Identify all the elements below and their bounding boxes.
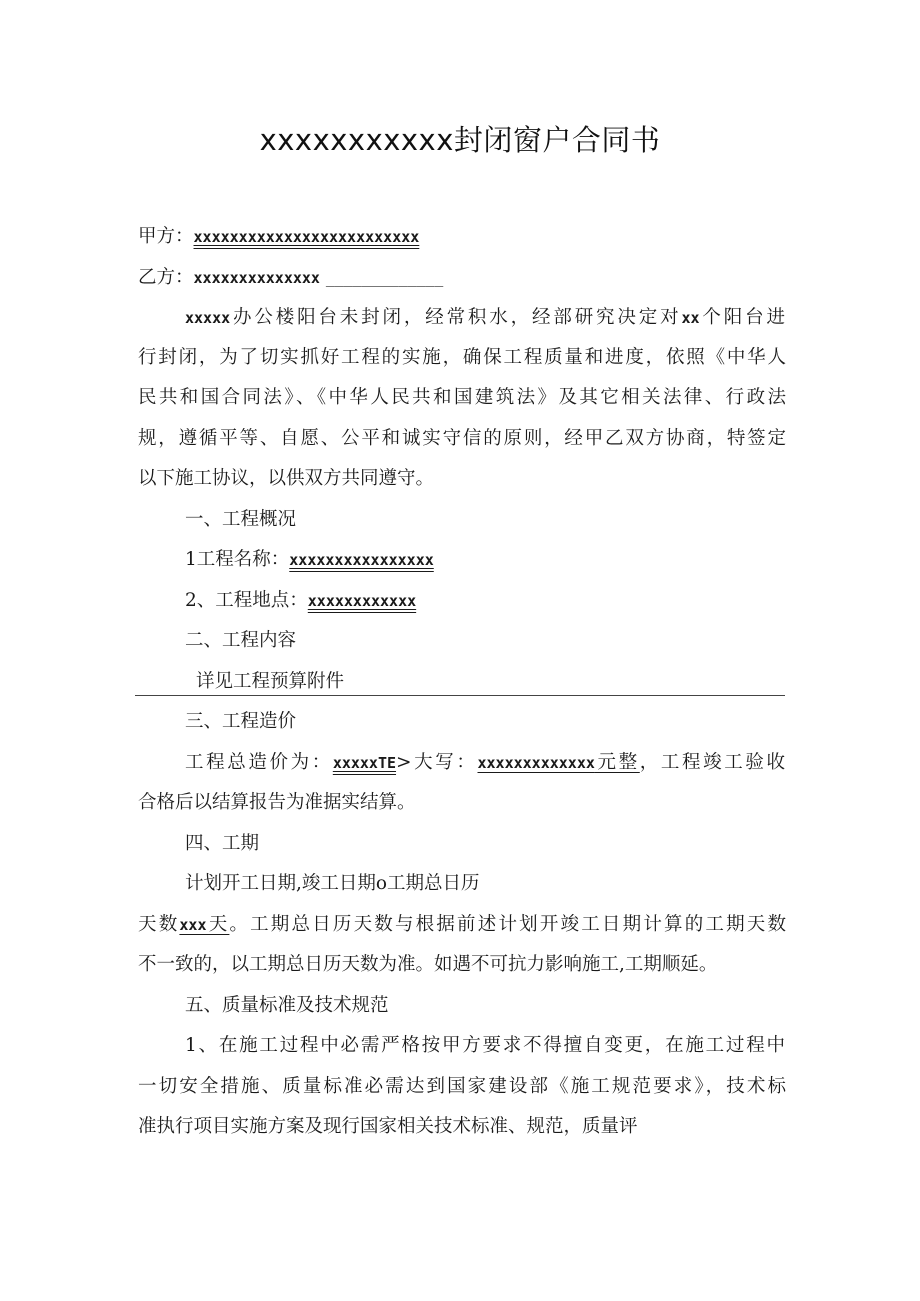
project-location-line: [185, 589, 785, 613]
intro-placeholder-1: xxxxx: [185, 309, 231, 327]
section-5-heading: 五、质量标准及技术规范: [185, 995, 389, 1016]
party-b-label: 乙方：: [138, 267, 194, 288]
party-a-line: [138, 225, 786, 249]
price-capital-value: xxxxxxxxxxxxx: [477, 754, 595, 772]
section-2-text: 详见工程预算附件: [196, 671, 345, 692]
project-name-value: xxxxxxxxxxxxxxxx: [289, 551, 434, 569]
intro-line-2: 行封闭，为了切实抓好工程的实施，确保工程质量和进度，依照《中华人: [138, 347, 786, 368]
schedule-line-1: 计划开工日期,竣工日期o工期总日历: [185, 873, 480, 894]
section-4-heading: 四、工期: [185, 833, 260, 854]
schedule-days-text: 。工期总日历天数与根据前述计划开竣工日期计算的工期天数: [229, 914, 786, 935]
schedule-days-label: 天数: [138, 914, 180, 935]
schedule-days-value: xxx: [179, 916, 207, 934]
section-3-heading: 三、工程造价: [185, 711, 297, 732]
project-name-label: 1工程名称：: [185, 549, 290, 570]
price-line-1: [185, 751, 785, 775]
section-1-heading: 一、工程概况: [185, 509, 297, 530]
intro-text-1: 办公楼阳台未封闭，经常积水，经部研究决定对: [230, 307, 682, 328]
intro-text-2: 个阳台进: [699, 307, 785, 328]
price-capital-label: >大写：: [396, 752, 478, 773]
party-b-blank: _____________: [325, 269, 444, 287]
schedule-line-2: [138, 913, 786, 937]
project-location-value: xxxxxxxxxxxx: [307, 592, 417, 610]
horizontal-rule: [135, 695, 785, 696]
price-unit: 元整: [594, 752, 640, 773]
intro-line-5: 以下施工协议，以供双方共同遵守。: [138, 468, 435, 489]
schedule-line-3: 不一致的，以工期总日历天数为准。如遇不可抗力影响施工,工期顺延。: [138, 954, 718, 975]
quality-line-2: 一切安全措施、质量标准必需达到国家建设部《施工规范要求》，技术标: [138, 1076, 786, 1097]
party-b-value: xxxxxxxxxxxxxx: [193, 269, 320, 287]
intro-line-4: 规，遵循平等、自愿、公平和诚实守信的原则，经甲乙双方协商，特签定: [138, 428, 786, 449]
price-line-2: 合格后以结算报告为准据实结算。: [138, 792, 416, 813]
price-note: ，工程竣工验收: [639, 752, 785, 773]
party-a-label: 甲方：: [138, 226, 194, 247]
schedule-days-unit: 天: [206, 914, 230, 935]
party-b-line: [138, 266, 786, 290]
document-title: xxxxxxxxxxx封闭窗户合同书: [259, 123, 661, 157]
section-2-heading: 二、工程内容: [185, 630, 297, 651]
price-value: xxxxxTE: [332, 754, 397, 772]
quality-line-3: 准执行项目实施方案及现行国家相关技术标准、规范，质量评: [138, 1116, 638, 1137]
party-a-value: xxxxxxxxxxxxxxxxxxxxxxxxx: [193, 228, 420, 246]
price-label: 工程总造价为：: [185, 752, 333, 773]
project-location-label: 2、工程地点：: [185, 590, 308, 611]
quality-line-1: 1、在施工过程中必需严格按甲方要求不得擅自变更，在施工过程中: [185, 1035, 785, 1056]
intro-line-3: 民共和国合同法》、《中华人民共和国建筑法》及其它相关法律、行政法: [138, 387, 786, 408]
intro-line-1: [185, 306, 785, 330]
project-name-line: [185, 548, 785, 572]
intro-placeholder-2: xx: [681, 309, 700, 327]
